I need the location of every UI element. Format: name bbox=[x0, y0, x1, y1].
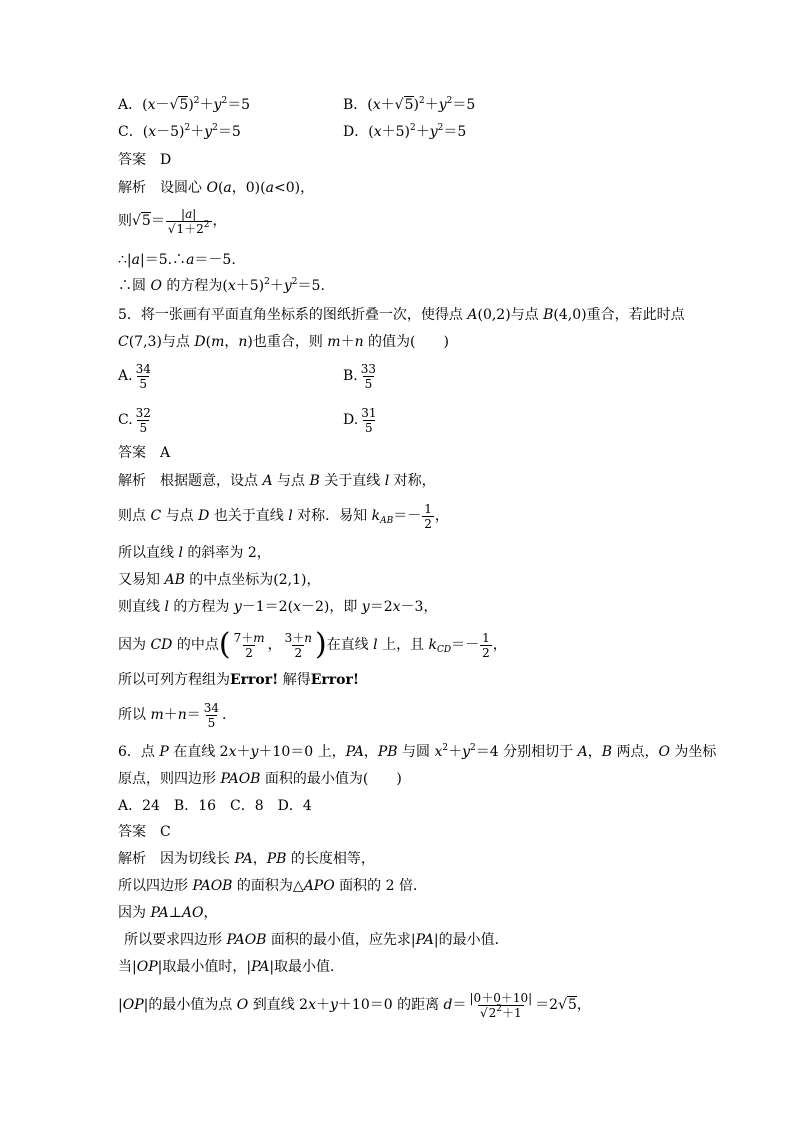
q5-analysis-1: 解析 根据题意，设点 A 与点 B 关于直线 l 对称， bbox=[118, 473, 436, 489]
q5-stem-2: C(7,3)与点 D(m，n)也重合，则 m＋n 的值为( ) bbox=[118, 334, 449, 350]
q6-analysis-3: 因为 PA⊥AO， bbox=[118, 905, 218, 921]
q5-analysis-6: 因为 CD 的中点( $\frac{7+m}{2}$ ， $\frac{3+n}{2}$ )在直线 l 上，且 $k_{CD}=-$ $\frac{1}{2}$ ， bbox=[118, 627, 507, 662]
q6-analysis-2: 所以四边形 PAOB 的面积为△APO 面积的 2 倍． bbox=[118, 878, 427, 894]
q6-answer: 答案 C bbox=[118, 824, 171, 840]
q5-analysis-3: 所以直线 l 的斜率为 2， bbox=[118, 545, 271, 561]
q4-option-a: A．$(x-√5)^2+y^2=5$ bbox=[118, 96, 251, 113]
q5-option-c: C. $\frac{32}{5}$ bbox=[118, 405, 151, 435]
q6-stem-2: 原点，则四边形 PAOB 面积的最小值为( ) bbox=[118, 771, 402, 787]
q5-analysis-2: 则点 C 与点 D 也关于直线 l 对称．易知 $k_{AB}=-$ $\frac{1}{2}$ ， bbox=[118, 501, 449, 531]
fraction: $\frac{|a|}{√1+2^2}$ bbox=[167, 206, 210, 236]
q5-answer: 答案 A bbox=[118, 445, 171, 461]
q5-stem-1: 5．将一张画有平面直角坐标系的图纸折叠一次，使得点 A(0,2)与点 B(4,0)重合，若此时点 bbox=[118, 307, 685, 323]
q6-analysis-1: 解析 因为切线长 PA，PB 的长度相等， bbox=[118, 851, 375, 867]
q4-analysis-1: 解析 设圆心 O(a，0)(a<0)， bbox=[118, 180, 315, 196]
q4-option-b: B．$(x+√5)^2+y^2=5$ bbox=[343, 96, 476, 113]
q5-analysis-7: 所以可列方程组为Error! 解得Error! bbox=[118, 672, 360, 688]
q5-option-d: D. $\frac{31}{5}$ bbox=[343, 405, 377, 435]
q5-analysis-4: 又易知 AB 的中点坐标为(2,1)， bbox=[118, 572, 321, 588]
q6-analysis-6: |OP|的最小值为点 O 到直线 2x＋y＋10＝0 的距离 d＝ $\frac{|0+0+10|}{√2^2+1}$ ＝2√5， bbox=[118, 990, 591, 1020]
q4-analysis-3: ∴|a|＝5.∴a＝－5. bbox=[118, 252, 236, 268]
q4-analysis-2: 则√5＝ $\frac{|a|}{√1+2^2}$ ， bbox=[118, 206, 227, 236]
q6-stem-1: 6．点 P 在直线 2x＋y＋10＝0 上，PA，PB 与圆 $x^2+y^2=4$ 分别相切于 A，B 两点，O 为坐标 bbox=[118, 743, 717, 760]
q5-analysis-8: 所以 m＋n＝ $\frac{34}{5}$ . bbox=[118, 700, 227, 730]
q6-analysis-5: 当|OP|取最小值时，|PA|取最小值． bbox=[118, 959, 345, 975]
q4-analysis-4: ∴圆 O 的方程为$(x+5)^2+y^2=5$. bbox=[118, 277, 325, 294]
q6-analysis-4: 所以要求四边形 PAOB 面积的最小值，应先求|PA|的最小值． bbox=[124, 932, 509, 948]
q5-option-b: B. $\frac{33}{5}$ bbox=[343, 361, 377, 391]
q4-answer: 答案 D bbox=[118, 152, 172, 168]
q4-option-d: D．$(x+5)^2+y^2=5$ bbox=[343, 123, 467, 140]
q5-analysis-5: 则直线 l 的方程为 y－1＝2(x－2)，即 y＝2x－3， bbox=[118, 599, 438, 615]
q4-option-c: C．$(x-5)^2+y^2=5$ bbox=[118, 123, 241, 140]
q5-option-a: A. $\frac{34}{5}$ bbox=[118, 361, 151, 391]
q6-options: A．24 B．16 C．8 D．4 bbox=[118, 798, 312, 814]
